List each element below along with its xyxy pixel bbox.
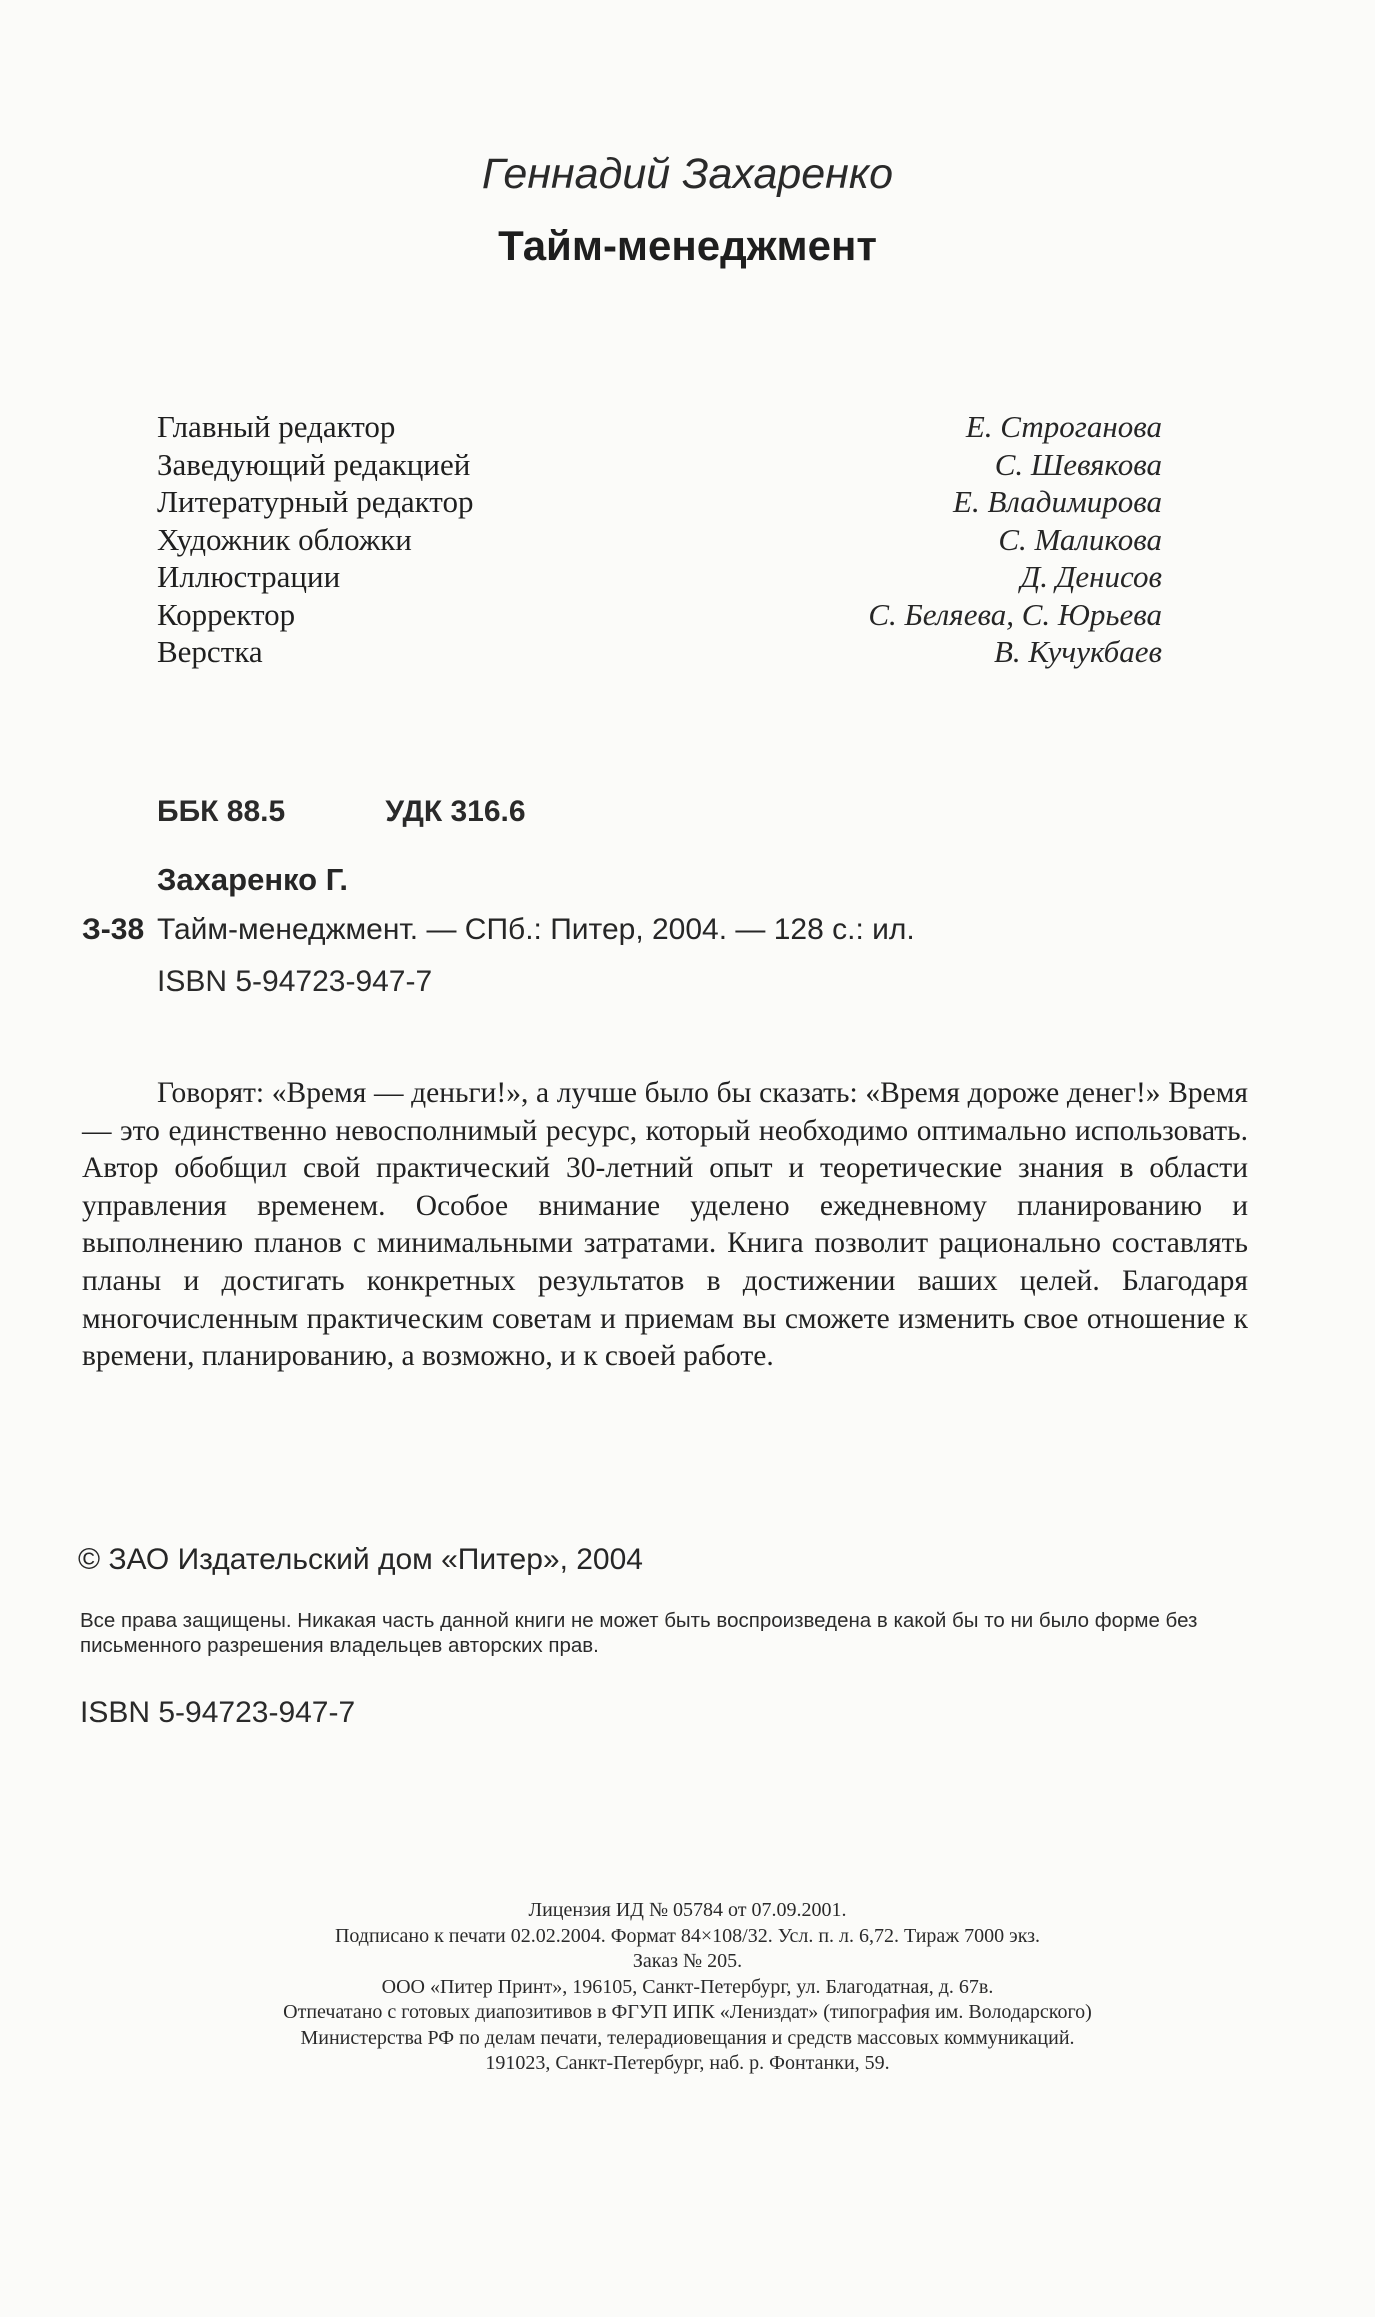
isbn-number: ISBN 5-94723-947-7 xyxy=(80,1696,356,1729)
credit-name: Е. Строганова xyxy=(965,409,1162,444)
credit-row xyxy=(157,596,1162,634)
imprint-line: Министерства РФ по делам печати, телерадиовещания и средств массовых коммуникаций. xyxy=(300,2026,1075,2049)
imprint-line: ООО «Питер Принт», 196105, Санкт-Петербург, ул. Благодатная, д. 67в. xyxy=(381,1975,994,1998)
classification-codes xyxy=(157,795,526,829)
credit-name: Д. Денисов xyxy=(1020,559,1162,594)
bbk-code: ББК 88.5 xyxy=(157,795,286,828)
book-author: Геннадий Захаренко xyxy=(481,150,894,198)
credit-role: Главный редактор xyxy=(157,409,396,444)
credit-name: Е. Владимирова xyxy=(953,484,1162,519)
credit-role: Корректор xyxy=(157,596,296,632)
credit-name: С. Беляева, С. Юрьева xyxy=(868,596,1162,632)
imprint-line: Заказ № 205. xyxy=(632,1950,743,1972)
credit-name: С. Маликова xyxy=(998,521,1162,557)
book-annotation: Говорят: «Время — деньги!», а лучше было бы сказать: «Время дороже денег!» Время — это единственно невосполнимый ресурс, который необходимо оптимально использовать. Автор обобщил свой практический 30-летний опыт и теоретические знания в области управления временем. Особое внимание уделено ежедневному планированию и выполнению планов с минимальными затратами. Книга позволит рационально составлять планы и достигать конкретных результатов в достижении ваших целей. Благодаря многочисленным практическим советам и приемам вы сможете изменить свое отношение к времени, планированию, а возможно, и к своей работе. xyxy=(82,1077,1248,1373)
credit-role: Художник обложки xyxy=(157,521,412,557)
imprint-line: 191023, Санкт-Петербург, наб. р. Фонтанки, 59. xyxy=(485,2052,890,2074)
rights-notice: Все права защищены. Никакая часть данной книги не может быть воспроизведена в какой бы то ни было форме без письменного разрешения владельцев авторских прав. xyxy=(80,1609,1198,1657)
imprint-line: Лицензия ИД № 05784 от 07.09.2001. xyxy=(528,1899,847,1921)
credit-row xyxy=(157,558,1162,596)
credit-row xyxy=(157,446,1162,484)
credit-row xyxy=(157,633,1162,671)
bibliographic-author: Захаренко Г. xyxy=(157,862,349,897)
bibliographic-text: Тайм-менеджмент. — СПб.: Питер, 2004. — 128 с.: ил. xyxy=(157,913,915,946)
credit-row xyxy=(157,408,1162,446)
credit-role: Заведующий редакцией xyxy=(157,446,471,482)
credit-row xyxy=(157,521,1162,559)
editorial-credits xyxy=(157,408,1162,671)
bibliographic-description xyxy=(82,913,915,947)
imprint-line: Отпечатано с готовых диапозитивов в ФГУП ИПК «Лениздат» (типография им. Володарского) xyxy=(283,2001,1092,2023)
book-title: Тайм-менеджмент xyxy=(498,222,877,269)
credit-role: Литературный редактор xyxy=(157,484,474,519)
credit-name: В. Кучукбаев xyxy=(993,634,1162,669)
credit-row xyxy=(157,483,1162,521)
print-imprint xyxy=(0,1898,1375,2077)
credit-role: Иллюстрации xyxy=(157,559,341,594)
imprint-line: Подписано к печати 02.02.2004. Формат 84×108/32. Усл. п. л. 6,72. Тираж 7000 экз. xyxy=(334,1924,1041,1947)
udk-code: УДК 316.6 xyxy=(385,795,526,828)
copyright-notice: © ЗАО Издательский дом «Питер», 2004 xyxy=(78,1543,643,1576)
credit-name: С. Шевякова xyxy=(994,446,1162,482)
author-sign: З-38 xyxy=(82,913,145,946)
bibliographic-isbn: ISBN 5-94723-947-7 xyxy=(157,965,433,998)
credit-role: Верстка xyxy=(157,634,263,669)
